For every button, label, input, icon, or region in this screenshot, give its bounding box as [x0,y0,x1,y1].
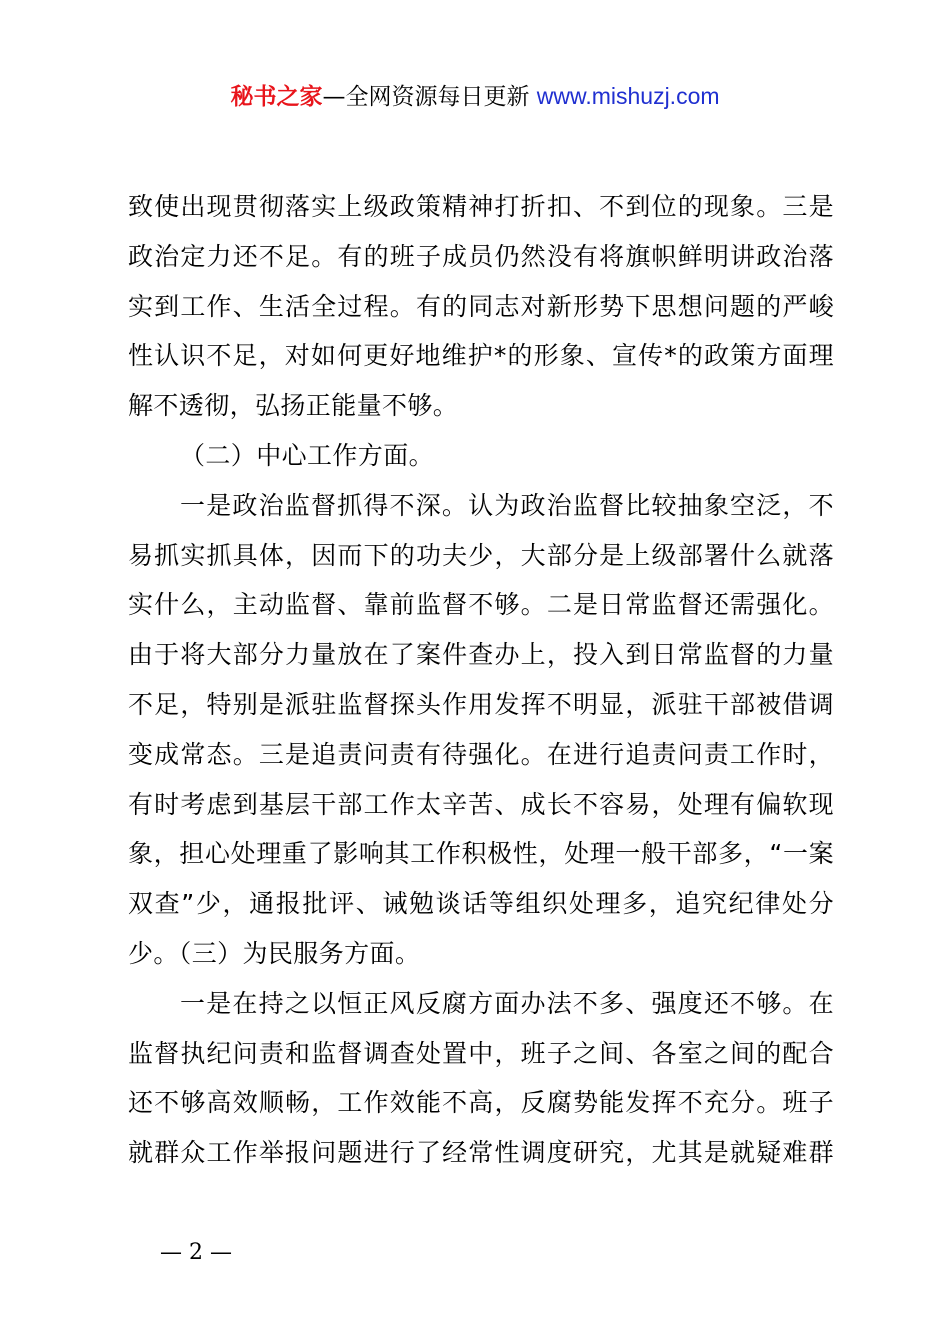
paragraph-central-work: 一是政治监督抓得不深。认为政治监督比较抽象空泛，不易抓实抓具体，因而下的功夫少，大部分是上级部署什么就落实什么，主动监督、靠前监督不够。二是日常监督还需强化。由于将大部分力量放在了案件查办上，投入到日常监督的力量不足，特别是派驻监督探头作用发挥不明显，派驻干部被借调变成常态。三是追责问责有待强化。在进行追责问责工作时，有时考虑到基层干部工作太辛苦、成长不容易，处理有偏软现象，担心处理重了影响其工作积极性，处理一般干部多，“一案双查”少，通报批评、诫勉谈话等组织处理多，追究纪律处分少。（三）为民服务方面。 [128,490,834,968]
header-tagline: —全网资源每日更新 [322,84,530,110]
paragraph-public-service: 一是在持之以恒正风反腐方面办法不多、强度还不够。在监督执纪问责和监督调查处置中，班子之间、各室之间的配合还不够高效顺畅，工作效能不高，反腐势能发挥不充分。班子就群众工作举报问题进行了经常性调度研究，尤其是就疑难群 [128,988,834,1168]
brand-name: 秘书之家 [230,84,323,110]
paragraph-continuation: 致使出现贯彻落实上级政策精神打折扣、不到位的现象。三是政治定力还不足。有的班子成员仍然没有将旗帜鲜明讲政治落实到工作、生活全过程。有的同志对新形势下思想问题的严峻性认识不足，对如何更好地维护*的形象、宣传*的政策方面理解不透彻，弘扬正能量不够。 [128,192,834,421]
section-heading-central-work: （二）中心工作方面。 [180,440,435,470]
document-body [128,182,834,1178]
site-header [0,80,950,113]
page-number: — 2 — [160,1240,232,1265]
site-url-link[interactable]: www.mishuzj.com [536,83,720,109]
